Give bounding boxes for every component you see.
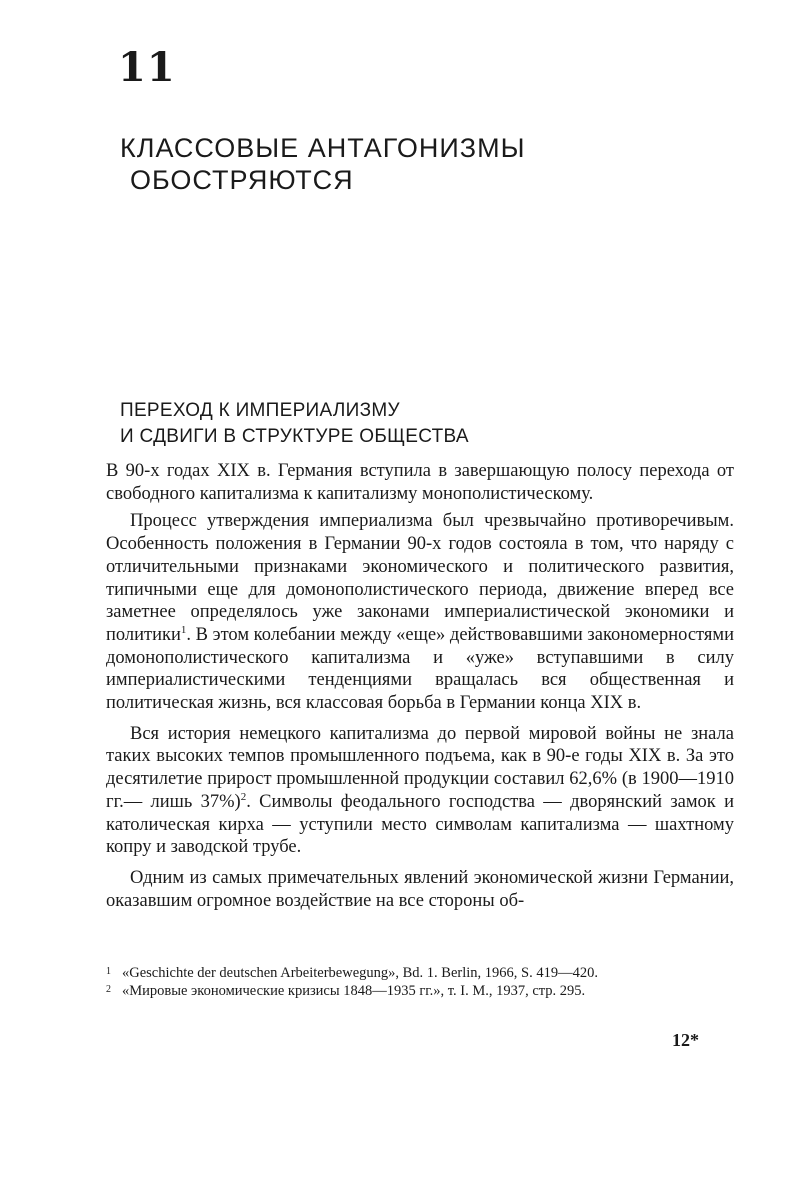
footnote-mark: 1 [106,966,111,977]
body-text [106,460,734,912]
footnote-item [106,965,734,983]
footnote-mark: 2 [106,983,111,995]
footnote-ref-2[interactable]: 2 [240,790,247,803]
section-title-line-2: И СДВИГИ В СТРУКТУРЕ ОБЩЕСТВА [120,426,469,447]
paragraph-4: Одним из самых примечательных явлений экономической жизни Германии, оказавшим огромное воздействие на все стороны об- [106,867,734,911]
chapter-title [120,132,526,196]
chapter-title-line-1: КЛАССОВЫЕ АНТАГОНИЗМЫ [120,133,526,163]
footnote-item [106,983,734,1001]
footnote-ref-1[interactable]: 1 [180,623,187,636]
footnotes [106,965,734,1000]
paragraph-3 [106,723,734,859]
footnote-text: «Geschichte der deutschen Arbeiterbewegung», Bd. 1. Berlin, 1966, S. 419—420. [122,965,598,981]
page-number: 12* [672,1030,699,1050]
paragraph-3-part-b: . Символы феодального господства — дворянский замок и католическая кирха — уступили место символам капитализма — шахтному копру и заводской трубе. [106,791,734,858]
section-title-line-1: ПЕРЕХОД К ИМПЕРИАЛИЗМУ [120,400,400,421]
footnote-text: «Мировые экономические кризисы 1848—1935 гг.», т. I. М., 1937, стр. 295. [122,982,586,999]
paragraph-2-part-a: Процесс утверждения империализма был чрезвычайно противоречивым. Особенность положения в Германии 90-х годов состояла в том, что наряду с отличительными признаками экономического и политического развития, типичными еще для домонополистического периода, движение вперед все заметнее определялось уже законами империалистической экономики и политики [106,511,734,645]
paragraph-2 [106,510,734,714]
section-title [120,398,469,450]
paragraph-2-part-b: . В этом колебании между «еще» действовавшими закономерностями домонополистического капитализма и «уже» вступавшими в силу империалистическими тенденциями вращалась вся общественная и политическая жизнь, вся классовая борьба в Германии конца XIX в. [106,624,734,714]
paragraph-3-part-a: Вся история немецкого капитализма до первой мировой войны не знала таких высоких темпов промышленного подъема, как в 90-е годы XIX в. За это десятилетие прирост промышленной продукции составил 62,6% (в 1900—1910 гг.— лишь 37%) [106,723,734,812]
paragraph-1: В 90-х годах XIX в. Германия вступила в завершающую полосу перехода от свободного капитализма к капитализму монополистическому. [106,461,734,504]
chapter-number: 11 [118,44,176,91]
chapter-title-line-2: ОБОСТРЯЮТСЯ [130,165,354,195]
